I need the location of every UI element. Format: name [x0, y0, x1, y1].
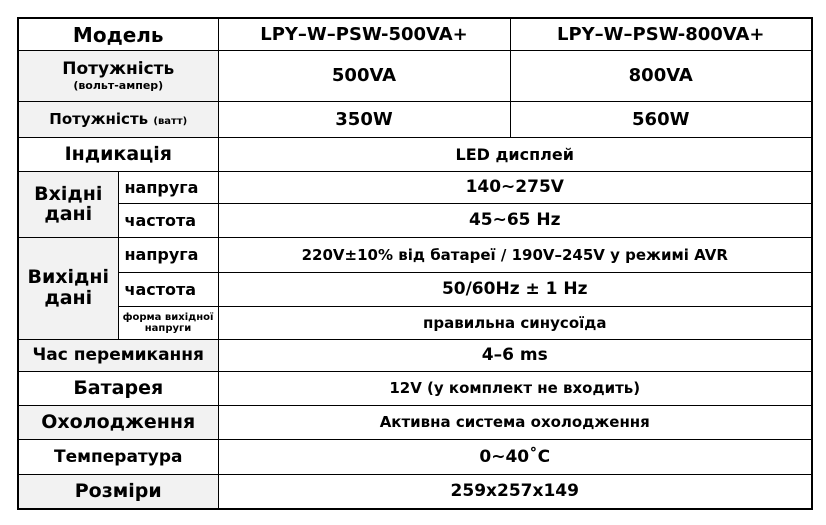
- output-voltage-row: [18, 238, 812, 273]
- switch-time-label: Час перемикання: [18, 339, 218, 372]
- power-w-row: [18, 101, 812, 138]
- temperature-label: Температура: [18, 440, 218, 475]
- dimensions-label: Розміри: [18, 474, 218, 509]
- power-w-sub: (ватт): [153, 116, 188, 128]
- cooling-value: Активна система охолодження: [218, 405, 812, 440]
- switch-time-value: 4–6 ms: [218, 339, 812, 372]
- indication-value: LED дисплей: [218, 138, 812, 172]
- indication-label: Індикація: [18, 138, 218, 172]
- input-label: Вхідні дані: [18, 171, 118, 237]
- input-voltage-value: 140~275V: [218, 171, 812, 204]
- output-waveform-value: правильна синусоїда: [218, 307, 812, 340]
- cooling-label: Охолодження: [18, 405, 218, 440]
- output-waveform-label: форма вихідної напруги: [118, 307, 218, 340]
- input-freq-label: частота: [118, 204, 218, 238]
- input-freq-row: [18, 204, 812, 238]
- model-label: Модель: [18, 18, 218, 51]
- input-voltage-row: [18, 171, 812, 204]
- power-va-sub: (вольт-ампер): [73, 79, 164, 93]
- power-va-row: [18, 51, 812, 102]
- battery-value: 12V (у комплект не входить): [218, 372, 812, 406]
- power-w-label: [18, 101, 218, 138]
- cooling-row: [18, 405, 812, 440]
- power-w-label-text: Потужність: [49, 110, 149, 129]
- power-va-a: 500VA: [218, 51, 510, 102]
- power-w-a: 350W: [218, 101, 510, 138]
- power-va-b: 800VA: [510, 51, 812, 102]
- output-voltage-label: напруга: [118, 238, 218, 273]
- model-a: LPY–W–PSW-500VA+: [218, 18, 510, 51]
- battery-row: [18, 372, 812, 406]
- temperature-row: [18, 440, 812, 475]
- output-freq-row: [18, 272, 812, 307]
- temperature-value: 0~40˚C: [218, 440, 812, 475]
- output-waveform-row: [18, 307, 812, 340]
- output-voltage-value: 220V±10% від батареї / 190V–245V у режимі AVR: [218, 238, 812, 273]
- switch-time-row: [18, 339, 812, 372]
- indication-row: [18, 138, 812, 172]
- dimensions-row: [18, 474, 812, 509]
- model-b: LPY–W–PSW-800VA+: [510, 18, 812, 51]
- dimensions-value: 259x257x149: [218, 474, 812, 509]
- output-label: Вихідні дані: [18, 238, 118, 340]
- input-voltage-label: напруга: [118, 171, 218, 204]
- spec-table: [17, 17, 813, 510]
- input-freq-value: 45~65 Hz: [218, 204, 812, 238]
- power-va-label: [18, 51, 218, 102]
- battery-label: Батарея: [18, 372, 218, 406]
- output-freq-value: 50/60Hz ± 1 Hz: [218, 272, 812, 307]
- output-freq-label: частота: [118, 272, 218, 307]
- power-va-label-text: Потужність: [62, 58, 175, 79]
- header-row: [18, 18, 812, 51]
- power-w-b: 560W: [510, 101, 812, 138]
